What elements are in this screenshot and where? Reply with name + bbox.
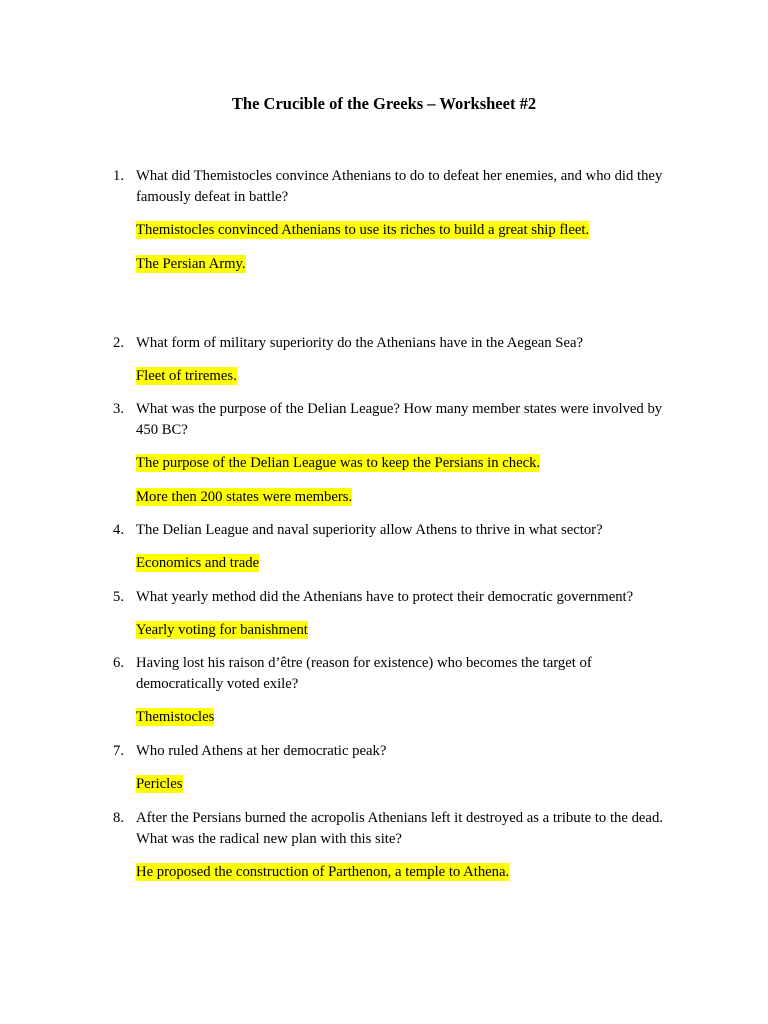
question-text: What was the purpose of the Delian League? How many member states were involved by 450 BC?	[136, 401, 663, 438]
question-item	[0, 741, 768, 808]
question-number: 1.	[113, 168, 125, 184]
question-text: The Delian League and naval superiority allow Athens to thrive in what sector?	[136, 522, 603, 538]
question-number: 5.	[113, 589, 125, 605]
highlighted-answer: Yearly voting for banishment	[136, 622, 308, 638]
highlighted-answer: Themistocles convinced Athenians to use its riches to build a great ship fleet.	[136, 222, 590, 238]
highlighted-answer: Themistocles	[136, 709, 215, 725]
question-number: 3.	[113, 401, 125, 417]
question-item	[0, 166, 768, 333]
question-text: Having lost his raison d’être (reason for existence) who becomes the target of democratically voted exile?	[136, 655, 592, 692]
question-number: 4.	[113, 522, 125, 538]
question-number: 6.	[113, 655, 125, 671]
answer-line	[136, 453, 680, 474]
answer-line	[136, 620, 680, 641]
answer-line	[136, 254, 680, 275]
answer-line	[136, 220, 680, 241]
question-text: What did Themistocles convince Athenians to do to defeat her enemies, and who did they famously defeat in battle?	[136, 168, 663, 205]
question-text: What form of military superiority do the Athenians have in the Aegean Sea?	[136, 335, 584, 351]
question-item	[0, 653, 768, 741]
highlighted-answer: More then 200 states were members.	[136, 489, 353, 505]
answer-line	[136, 707, 680, 728]
question-text: What yearly method did the Athenians have to protect their democratic government?	[136, 589, 634, 605]
worksheet-title: The Crucible of the Greeks – Worksheet #2	[231, 94, 537, 113]
question-number: 8.	[113, 810, 125, 826]
highlighted-answer: Pericles	[136, 776, 183, 792]
question-number: 2.	[113, 335, 125, 351]
question-text: Who ruled Athens at her democratic peak?	[136, 743, 387, 759]
answer-line	[136, 487, 680, 508]
question-list	[0, 166, 768, 896]
answer-line	[136, 862, 680, 883]
question-item	[0, 399, 768, 520]
answer-line	[136, 774, 680, 795]
highlighted-answer: He proposed the construction of Parthenon, a temple to Athena.	[136, 864, 510, 880]
question-item	[0, 333, 768, 399]
highlighted-answer: The purpose of the Delian League was to keep the Persians in check.	[136, 455, 541, 471]
question-text: After the Persians burned the acropolis Athenians left it destroyed as a tribute to the dead. What was the radical new plan with this site?	[136, 810, 663, 847]
highlighted-answer: Fleet of triremes.	[136, 368, 237, 384]
question-number: 7.	[113, 743, 125, 759]
question-item	[0, 587, 768, 653]
answer-line	[136, 553, 680, 574]
question-item	[0, 808, 768, 896]
highlighted-answer: The Persian Army.	[136, 256, 246, 272]
highlighted-answer: Economics and trade	[136, 555, 260, 571]
question-item	[0, 520, 768, 587]
answer-line	[136, 366, 680, 387]
